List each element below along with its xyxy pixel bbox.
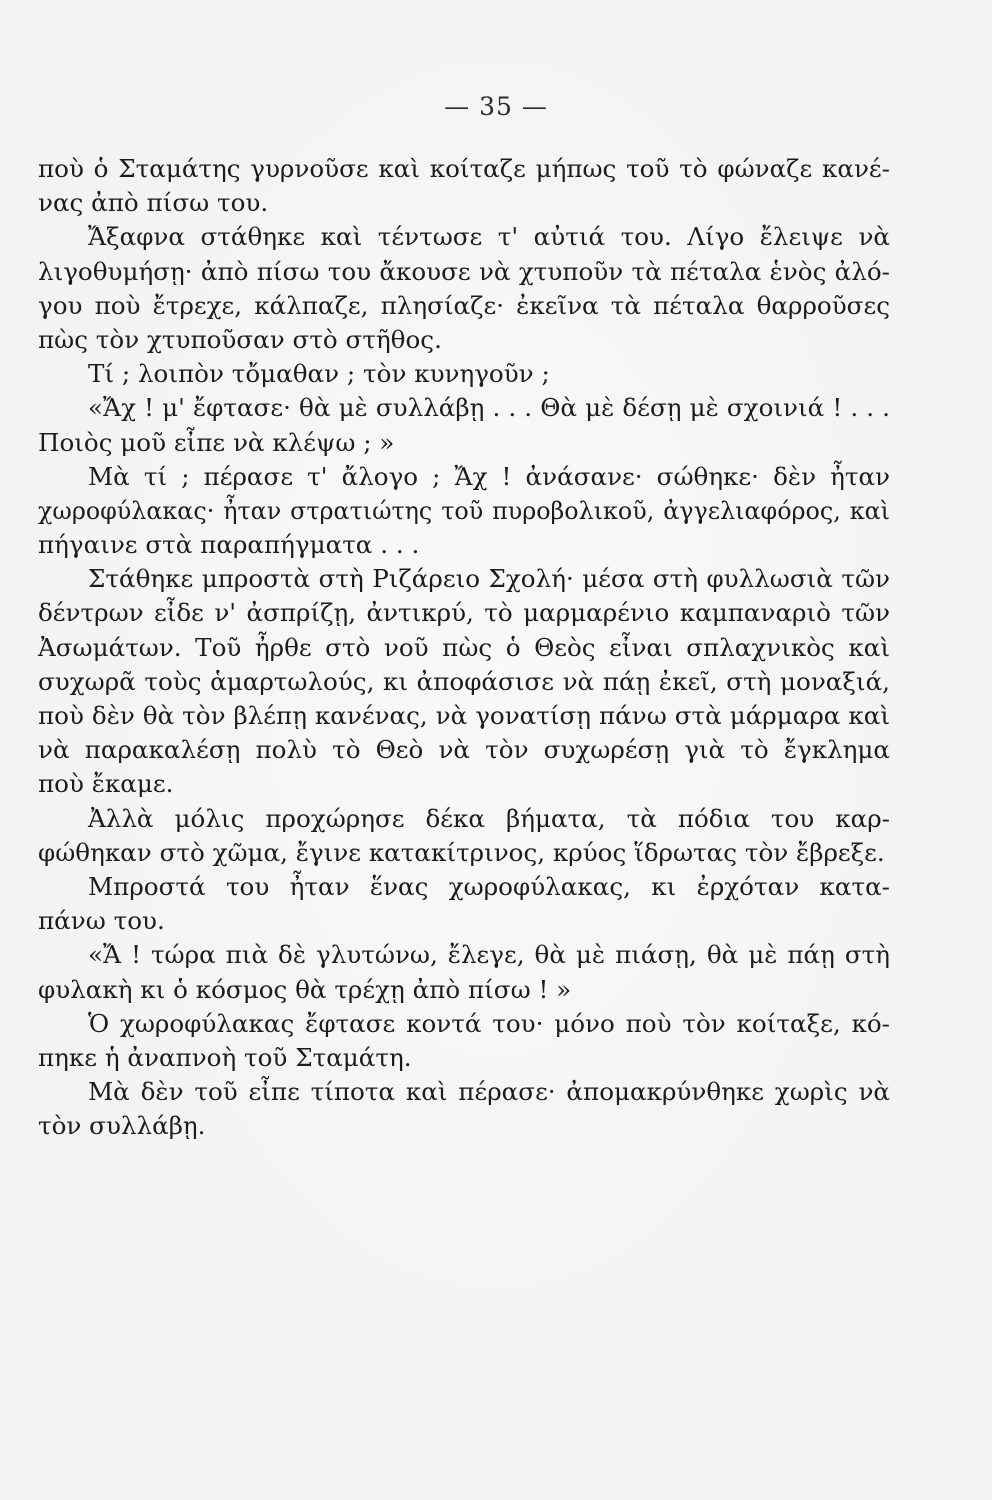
text-line: δέντρων εἶδε ν' ἀσπρίζῃ, ἀντικρύ, τὸ μαρμαρένιο καμπαναριὸ τῶν (38, 598, 890, 628)
text-line: Μὰ τί ; πέρασε τ' ἄλογο ; Ἄχ ! ἀνάσανε· σώθηκε· δὲν ἦταν (88, 461, 890, 491)
text-line: τὸν συλλάβῃ. (38, 1111, 206, 1141)
text-line: ποὺ ἔκαμε. (38, 769, 174, 799)
text-line: Ποιὸς μοῦ εἶπε νὰ κλέψω ; » (38, 427, 395, 457)
text-line: λιγοθυμήσῃ· ἀπὸ πίσω του ἄκουσε νὰ χτυποῦν τὰ πέταλα ἑνὸς ἀλό- (38, 256, 890, 286)
text-line: συχωρᾶ τοὺς ἁμαρτωλούς, κι ἀποφάσισε νὰ πάῃ ἐκεῖ, στὴ μοναξιά, (38, 666, 890, 696)
text-line: «Ἄχ ! μ' ἔφτασε· θὰ μὲ συλλάβῃ . . . Θὰ μὲ δέσῃ μὲ σχοινιά ! . . . (88, 393, 890, 423)
text-line: «Ἄ ! τώρα πιὰ δὲ γλυτώνω, ἔλεγε, θὰ μὲ πιάσῃ, θὰ μὲ πάῃ στὴ (88, 940, 890, 970)
text-line: πάνω του. (38, 906, 165, 936)
text-line: ποὺ δὲν θὰ τὸν βλέπῃ κανένας, νὰ γονατίσῃ πάνω στὰ μάρμαρα καὶ (38, 701, 890, 730)
text-line: γου ποὺ ἔτρεχε, κάλπαζε, πλησίαζε· ἐκεῖνα τὰ πέταλα θαρροῦσες (38, 290, 890, 320)
page-number: — 35 — (444, 92, 548, 121)
text-line: Στάθηκε μπροστὰ στὴ Ριζάρειο Σχολή· μέσα στὴ φυλλωσιὰ τῶν (88, 564, 890, 594)
text-line: φυλακὴ κι ὁ κόσμος θὰ τρέχῃ ἀπὸ πίσω ! » (38, 974, 572, 1004)
text-line: πήγαινε στὰ παραπήγματα . . . (38, 530, 420, 560)
text-line: νας ἀπὸ πίσω του. (38, 188, 269, 218)
text-line: πὼς τὸν χτυποῦσαν στὸ στῆθος. (38, 324, 442, 354)
text-line: χωροφύλακας· ἦταν στρατιώτης τοῦ πυροβολικοῦ, ἀγγελιαφόρος, καὶ (38, 496, 890, 525)
text-line: Μπροστά του ἦταν ἕνας χωροφύλακας, κι ἐρχόταν κατα- (88, 871, 890, 901)
text-line: φώθηκαν στὸ χῶμα, ἔγινε κατακίτρινος, κρύος ἵδρωτας τὸν ἔβρεξε. (38, 837, 885, 867)
text-line: Ἀλλὰ μόλις προχώρησε δέκα βήματα, τὰ πόδια του καρ- (88, 803, 890, 833)
text-line: νὰ παρακαλέσῃ πολὺ τὸ Θεὸ νὰ τὸν συχωρέσῃ γιὰ τὸ ἔγκλημα (38, 735, 890, 765)
text-line: Ὁ χωροφύλακας ἔφτασε κοντά του· μόνο ποὺ τὸν κοίταξε, κό- (88, 1008, 890, 1038)
text-line: ποὺ ὁ Σταμάτης γυρνοῦσε καὶ κοίταζε μήπως τοῦ τὸ φώναζε κανέ- (38, 154, 890, 183)
text-line: πηκε ἡ ἀναπνοὴ τοῦ Σταμάτη. (38, 1042, 412, 1072)
text-line: Ἀσωμάτων. Τοῦ ἦρθε στὸ νοῦ πὼς ὁ Θεὸς εἶναι σπλαχνικὸς καὶ (38, 632, 890, 662)
text-line: Μὰ δὲν τοῦ εἶπε τίποτα καὶ πέρασε· ἀπομακρύνθηκε χωρὶς νὰ (88, 1077, 890, 1107)
body-text (38, 152, 890, 1143)
text-line: Τί ; λοιπὸν τὄμαθαν ; τὸν κυνηγοῦν ; (88, 359, 550, 389)
text-line: Ἄξαφνα στάθηκε καὶ τέντωσε τ' αὐτιά του. Λίγο ἔλειψε νὰ (88, 222, 890, 252)
